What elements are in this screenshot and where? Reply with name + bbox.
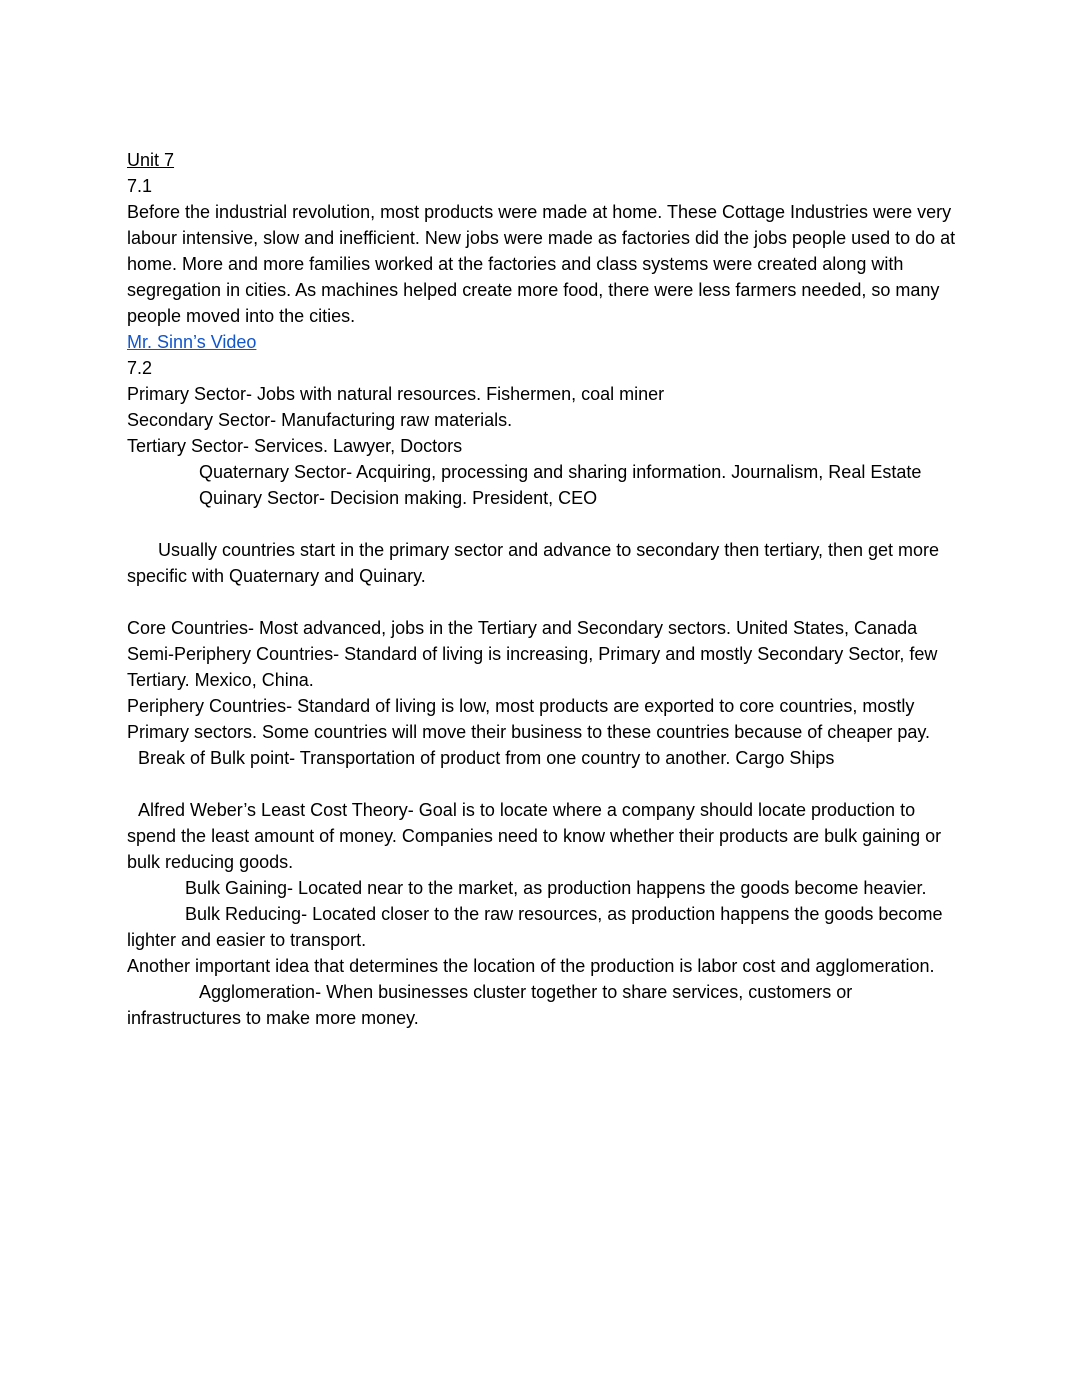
section-7-2-label: 7.2 bbox=[127, 358, 153, 378]
break-of-bulk-definition: Break of Bulk point- Transportation of product from one country to another. Cargo Ships bbox=[138, 748, 835, 768]
semi-periphery-countries-definition: Semi-Periphery Countries- Standard of living is increasing, Primary and mostly Secondary Sector, few Tertiary. Mexico, China. bbox=[127, 644, 938, 690]
document-content bbox=[127, 147, 961, 1031]
video-link-line bbox=[127, 329, 961, 355]
periphery-countries-definition: Periphery Countries- Standard of living is low, most products are exported to core countries, mostly Primary sectors. Some countries will move their business to these countries because of cheaper pay. bbox=[127, 696, 931, 742]
section-7-1-label: 7.1 bbox=[127, 176, 153, 196]
mr-sinns-video-link[interactable]: Mr. Sinn’s Video bbox=[127, 332, 257, 352]
quinary-sector-definition: Quinary Sector- Decision making. President, CEO bbox=[199, 488, 598, 508]
secondary-sector-definition: Secondary Sector- Manufacturing raw materials. bbox=[127, 410, 513, 430]
bulk-reducing-definition: Bulk Reducing- Located closer to the raw resources, as production happens the goods become lighter and easier to transport. bbox=[127, 904, 943, 950]
paragraph-cottage-industries: Before the industrial revolution, most products were made at home. These Cottage Industries were very labour intensive, slow and inefficient. New jobs were made as factories did the jobs people used to do at home. More and more families worked at the factories and class systems were created along with segregation in cities. As machines helped create more food, there were less farmers needed, so many people moved into the cities. bbox=[127, 202, 956, 326]
tertiary-sector-definition: Tertiary Sector- Services. Lawyer, Doctors bbox=[127, 436, 463, 456]
agglomeration-definition: Agglomeration- When businesses cluster together to share services, customers or infrastructures to make more money. bbox=[127, 982, 853, 1028]
quaternary-sector-definition: Quaternary Sector- Acquiring, processing and sharing information. Journalism, Real Estate bbox=[199, 462, 922, 482]
least-cost-theory-paragraph: Alfred Weber’s Least Cost Theory- Goal is to locate where a company should locate production to spend the least amount of money. Companies need to know whether their products are bulk gaining or bulk reducing goods. bbox=[127, 800, 942, 872]
unit-7-heading: Unit 7 bbox=[127, 150, 175, 170]
blank-line bbox=[127, 511, 961, 537]
primary-sector-definition: Primary Sector- Jobs with natural resources. Fishermen, coal miner bbox=[127, 384, 665, 404]
blank-line bbox=[127, 589, 961, 615]
blank-line bbox=[127, 771, 961, 797]
labor-cost-agglomeration-paragraph: Another important idea that determines the location of the production is labor cost and agglomeration. bbox=[127, 956, 935, 976]
paragraph-sector-progression: Usually countries start in the primary sector and advance to secondary then tertiary, then get more specific with Quaternary and Quinary. bbox=[127, 540, 940, 586]
core-countries-definition: Core Countries- Most advanced, jobs in the Tertiary and Secondary sectors. United States, Canada bbox=[127, 618, 918, 638]
bulk-gaining-definition: Bulk Gaining- Located near to the market, as production happens the goods become heavier. bbox=[185, 878, 927, 898]
